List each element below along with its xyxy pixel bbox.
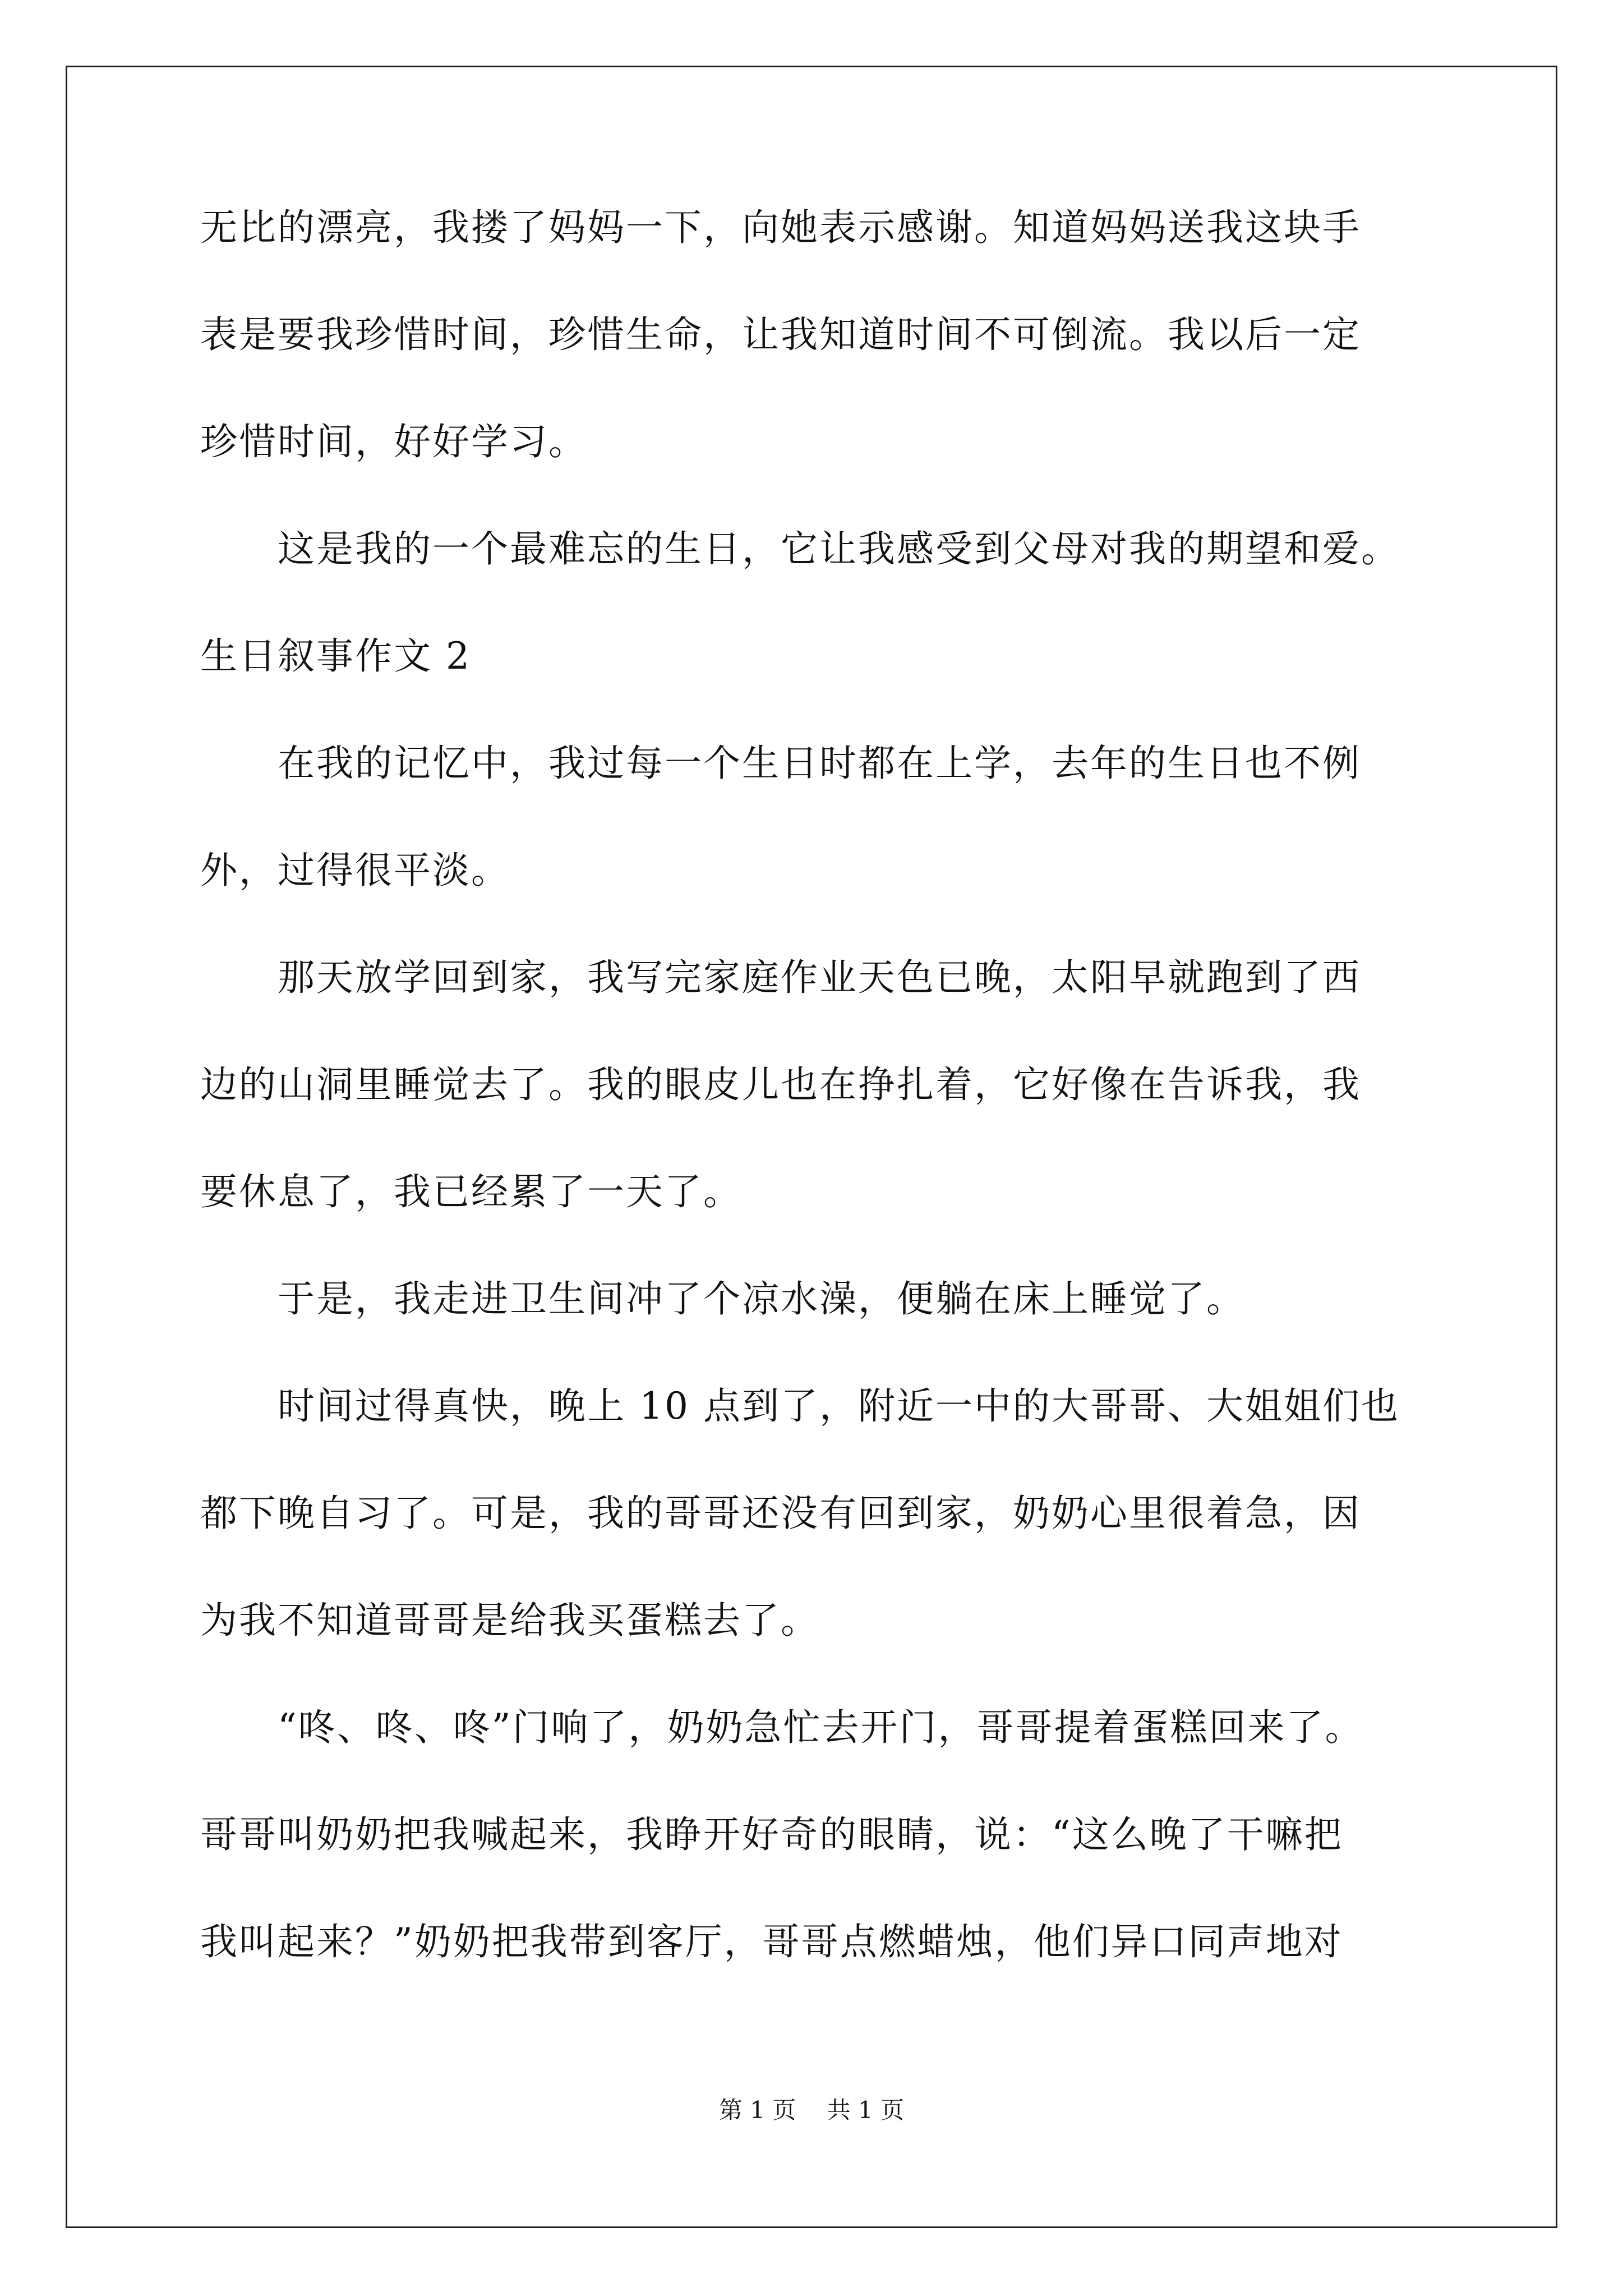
text-line: 于是，我走进卫生间冲了个凉水澡，便躺在床上睡觉了。 [200,1277,1245,1320]
text-line: 哥哥叫奶奶把我喊起来，我睁开好奇的眼睛，说：“这么晚了干嘛把 [200,1813,1343,1856]
text-line: 外，过得很平淡。 [200,849,510,892]
page-border [66,66,1557,2228]
text-line: 都下晚自习了。可是，我的哥哥还没有回到家，奶奶心里很着急，因 [200,1492,1361,1535]
text-line: 我叫起来？”奶奶把我带到客厅，哥哥点燃蜡烛，他们异口同声地对 [200,1920,1343,1963]
text-line: 要休息了，我已经累了一天了。 [200,1170,742,1213]
text-line: 时间过得真快，晚上 10 点到了，附近一中的大哥哥、大姐姐们也 [200,1384,1400,1428]
section-heading: 生日叙事作文 2 [200,634,471,678]
text-line: 为我不知道哥哥是给我买蛋糕去了。 [200,1599,819,1642]
text-line: 在我的记忆中，我过每一个生日时都在上学，去年的生日也不例 [200,742,1361,785]
text-line: 这是我的一个最难忘的生日，它让我感受到父母对我的期望和爱。 [200,527,1400,570]
text-line: 表是要我珍惜时间，珍惜生命，让我知道时间不可倒流。我以后一定 [200,313,1361,356]
text-line: 边的山洞里睡觉去了。我的眼皮儿也在挣扎着，它好像在告诉我，我 [200,1063,1361,1106]
text-line: 那天放学回到家，我写完家庭作业天色已晚，太阳早就跑到了西 [200,956,1361,999]
text-line: 珍惜时间，好好学习。 [200,420,587,463]
page-number: 第 1 页 共 1 页 [718,2096,905,2124]
text-line: “咚、咚、咚”门响了，奶奶急忙去开门，哥哥提着蛋糕回来了。 [200,1706,1364,1749]
text-line: 无比的漂亮，我搂了妈妈一下，向她表示感谢。知道妈妈送我这块手 [200,206,1361,249]
page-footer [0,2093,1623,2127]
